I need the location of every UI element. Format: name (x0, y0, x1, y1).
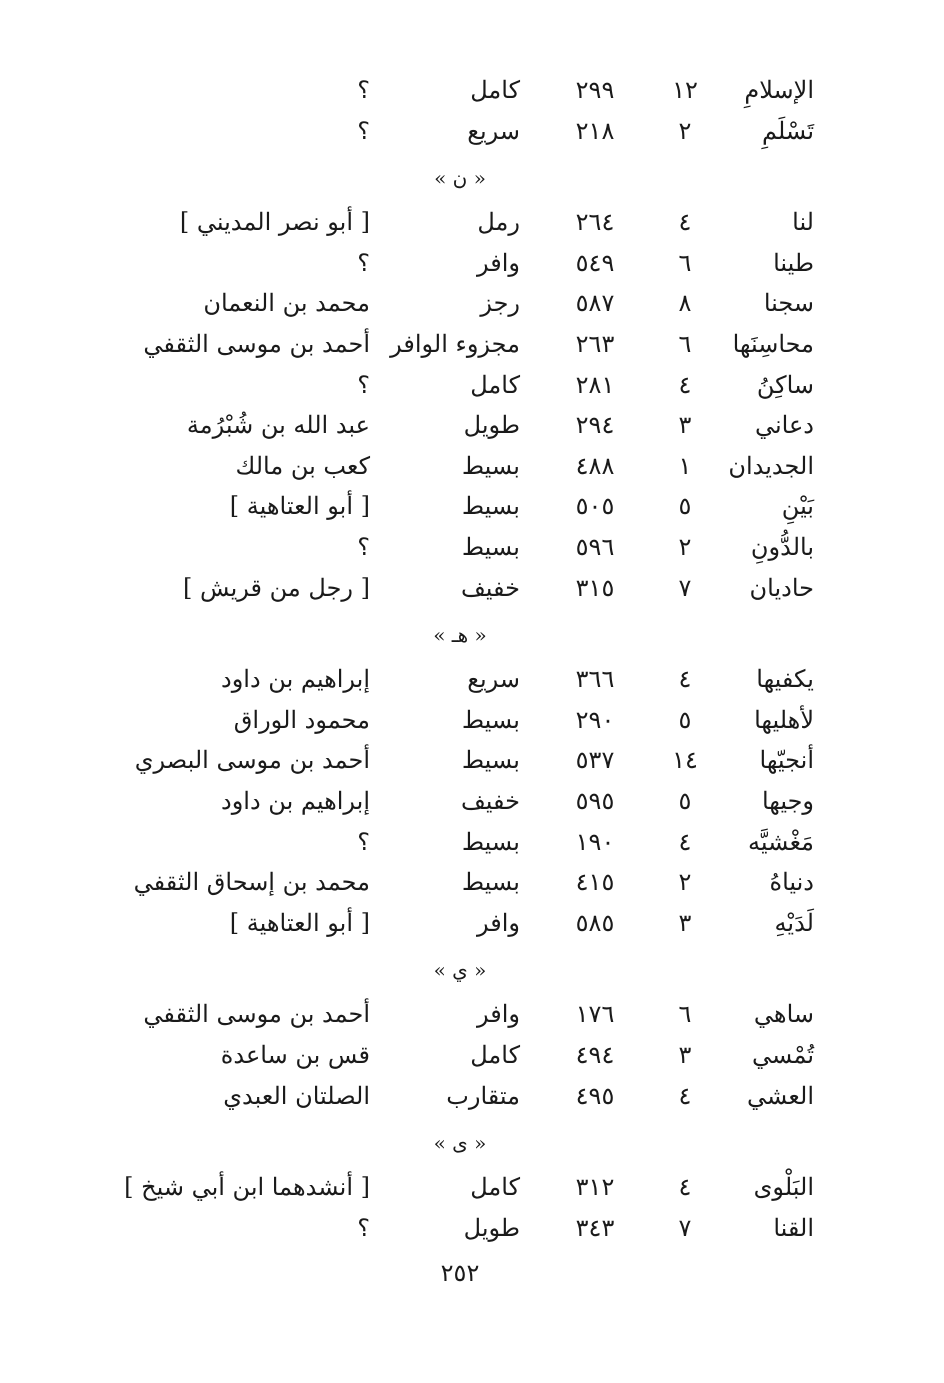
rhyme-word: بَيْنِ (781, 492, 814, 521)
page-ref: ٢٩٠ (575, 705, 615, 734)
section-header: « هـ » (433, 623, 487, 648)
index-row (0, 822, 944, 862)
page-ref: ٢٩٩ (575, 76, 615, 104)
meter-name: سريع (467, 665, 520, 694)
index-row (0, 994, 944, 1034)
meter-name: بسيط (461, 492, 520, 521)
meter-name: رمل (477, 208, 520, 237)
rhyme-word: تَسْلَمِ (761, 116, 814, 145)
rhyme-word: يكفيها (756, 665, 814, 694)
section-header: « ى » (433, 1131, 487, 1156)
rhyme-word: الإسلامِ (744, 76, 814, 104)
verse-count: ٤ (678, 1081, 692, 1110)
meter-name: رجز (480, 289, 520, 318)
index-row (0, 365, 944, 405)
rhyme-word: مَغْشيَّه (748, 827, 814, 856)
page-ref: ٣٤٣ (575, 1213, 615, 1242)
meter-name: خفيف (460, 573, 520, 602)
rhyme-word: لنا (792, 208, 814, 237)
index-row (0, 781, 944, 821)
meter-name: بسيط (461, 827, 520, 856)
poet-name: ؟ (357, 827, 370, 856)
poet-name: [ أبو العتاهية ] (229, 492, 370, 521)
poet-name: محمود الوراق (233, 705, 370, 734)
poet-name: عبد الله بن شُبْرُمة (186, 411, 370, 440)
rhyme-word: العشي (747, 1081, 814, 1110)
verse-count: ١٤ (672, 746, 698, 775)
meter-name: بسيط (461, 451, 520, 480)
verse-count: ٨ (678, 289, 692, 318)
meter-name: وافر (477, 248, 520, 277)
verse-count: ٧ (678, 1213, 692, 1242)
poet-name: [ أنشدهما ابن أبي شيخ ] (124, 1173, 370, 1202)
poet-name: [ أبو نصر المديني ] (179, 208, 370, 237)
page-ref: ١٧٦ (575, 1000, 615, 1029)
poet-name: ؟ (357, 116, 370, 145)
verse-count: ١ (678, 451, 692, 480)
meter-name: متقارب (446, 1081, 520, 1110)
rhyme-word: دعاني (754, 411, 814, 440)
page-ref: ٣٦٦ (575, 665, 615, 694)
page-ref: ٤٩٥ (575, 1081, 615, 1110)
verse-count: ٦ (678, 248, 692, 277)
rhyme-word: بالدُّونِ (750, 533, 814, 561)
page-ref: ٤٨٨ (575, 451, 615, 480)
poet-name: [ أبو العتاهية ] (229, 908, 370, 937)
meter-name: مجزوء الوافر (390, 330, 520, 358)
verse-count: ٦ (678, 1000, 692, 1029)
index-row (0, 243, 944, 283)
verse-count: ٤ (678, 370, 692, 399)
meter-name: كامل (470, 76, 520, 104)
meter-name: وافر (477, 908, 520, 937)
section-header: « ي » (433, 958, 487, 983)
poet-name: أحمد بن موسى الثقفي (143, 330, 370, 358)
meter-name: سريع (467, 116, 520, 145)
meter-name: كامل (470, 1173, 520, 1202)
index-row (0, 283, 944, 323)
rhyme-word: سجنا (763, 289, 814, 318)
page-ref: ٤١٥ (575, 868, 615, 897)
verse-count: ٢ (678, 533, 692, 561)
poet-name: الصلتان العبدي (223, 1081, 370, 1110)
poet-name: أحمد بن موسى الثقفي (143, 1000, 370, 1029)
poet-name: ؟ (357, 76, 370, 104)
poet-name: قس بن ساعدة (220, 1041, 370, 1069)
page-ref: ٥٩٦ (575, 533, 615, 561)
index-row (0, 862, 944, 902)
verse-count: ٤ (678, 827, 692, 856)
index-row (0, 527, 944, 567)
index-row (0, 1208, 944, 1248)
meter-name: خفيف (460, 787, 520, 815)
index-row (0, 202, 944, 242)
rhyme-word: أنجيّها (759, 746, 814, 775)
rhyme-word: الجديدان (728, 451, 814, 480)
poet-name: ؟ (357, 1213, 370, 1242)
poet-name: ؟ (357, 370, 370, 399)
index-row (0, 405, 944, 445)
index-row (0, 111, 944, 151)
rhyme-word: حاديان (749, 573, 814, 602)
rhyme-word: تُمْسي (752, 1041, 814, 1069)
page-ref: ٢٦٤ (575, 208, 615, 237)
meter-name: كامل (470, 370, 520, 399)
poet-name: إبراهيم بن داود (221, 665, 370, 694)
poet-name: كعب بن مالك (235, 451, 370, 480)
poet-name: [ رجل من قريش ] (183, 573, 370, 602)
rhyme-word: البَلْوى (753, 1173, 814, 1202)
verse-count: ٣ (678, 1041, 692, 1069)
index-row (0, 324, 944, 364)
page-ref: ٢٨١ (575, 370, 615, 399)
meter-name: وافر (477, 1000, 520, 1029)
poet-name: محمد بن إسحاق الثقفي (133, 868, 370, 897)
poet-name: محمد بن النعمان (203, 289, 370, 318)
page-ref: ٥٣٧ (575, 746, 615, 775)
meter-name: بسيط (461, 746, 520, 775)
poet-name: ؟ (357, 533, 370, 561)
poet-name: إبراهيم بن داود (221, 787, 370, 815)
page-ref: ٥٨٥ (575, 908, 615, 937)
poet-name: ؟ (357, 248, 370, 277)
verse-count: ٤ (678, 208, 692, 237)
page-ref: ٥٨٧ (575, 289, 615, 318)
rhyme-word: طينا (773, 248, 814, 277)
rhyme-word: ساكِنُ (756, 370, 814, 399)
index-row (0, 700, 944, 740)
page-ref: ٣١٢ (575, 1173, 615, 1202)
index-row (0, 740, 944, 780)
verse-count: ٤ (678, 1173, 692, 1202)
meter-name: طويل (463, 1213, 520, 1242)
index-row (0, 1076, 944, 1116)
meter-name: بسيط (461, 868, 520, 897)
index-row (0, 659, 944, 699)
index-row (0, 486, 944, 526)
index-row (0, 1167, 944, 1207)
verse-count: ٤ (678, 665, 692, 694)
page-ref: ١٩٠ (575, 827, 615, 856)
verse-count: ١٢ (672, 76, 698, 104)
verse-count: ٧ (678, 573, 692, 602)
rhyme-word: القنا (773, 1213, 814, 1242)
page-ref: ٣١٥ (575, 573, 615, 602)
page-ref: ٢٦٣ (575, 330, 615, 358)
page-ref: ٥٤٩ (575, 248, 615, 277)
verse-count: ٥ (678, 705, 692, 734)
rhyme-word: ساهي (753, 1000, 814, 1029)
rhyme-word: وجيها (761, 787, 814, 815)
meter-name: بسيط (461, 533, 520, 561)
page-ref: ٢٩٤ (575, 411, 615, 440)
verse-count: ٢ (678, 868, 692, 897)
meter-name: بسيط (461, 705, 520, 734)
index-row (0, 903, 944, 943)
section-header: « ن » (434, 166, 486, 191)
verse-count: ٣ (678, 411, 692, 440)
poet-name: أحمد بن موسى البصري (134, 746, 370, 775)
index-row (0, 70, 944, 110)
index-row (0, 568, 944, 608)
verse-count: ٥ (678, 787, 692, 815)
verse-count: ٥ (678, 492, 692, 521)
page-ref: ٤٩٤ (575, 1041, 615, 1069)
rhyme-word: لأهليها (754, 705, 814, 734)
page-ref: ٢١٨ (575, 116, 615, 145)
verse-count: ٢ (678, 116, 692, 145)
page-ref: ٥٩٥ (575, 787, 615, 815)
index-row (0, 446, 944, 486)
meter-name: كامل (470, 1041, 520, 1069)
verse-count: ٣ (678, 908, 692, 937)
verse-count: ٦ (678, 330, 692, 358)
index-row (0, 1035, 944, 1075)
rhyme-word: لَدَيْهِ (774, 908, 814, 937)
rhyme-word: محاسِنَها (732, 330, 814, 358)
meter-name: طويل (463, 411, 520, 440)
page-ref: ٥٠٥ (575, 492, 615, 521)
rhyme-word: دنياهُ (769, 868, 814, 897)
page-number: ٢٥٢ (440, 1259, 480, 1287)
